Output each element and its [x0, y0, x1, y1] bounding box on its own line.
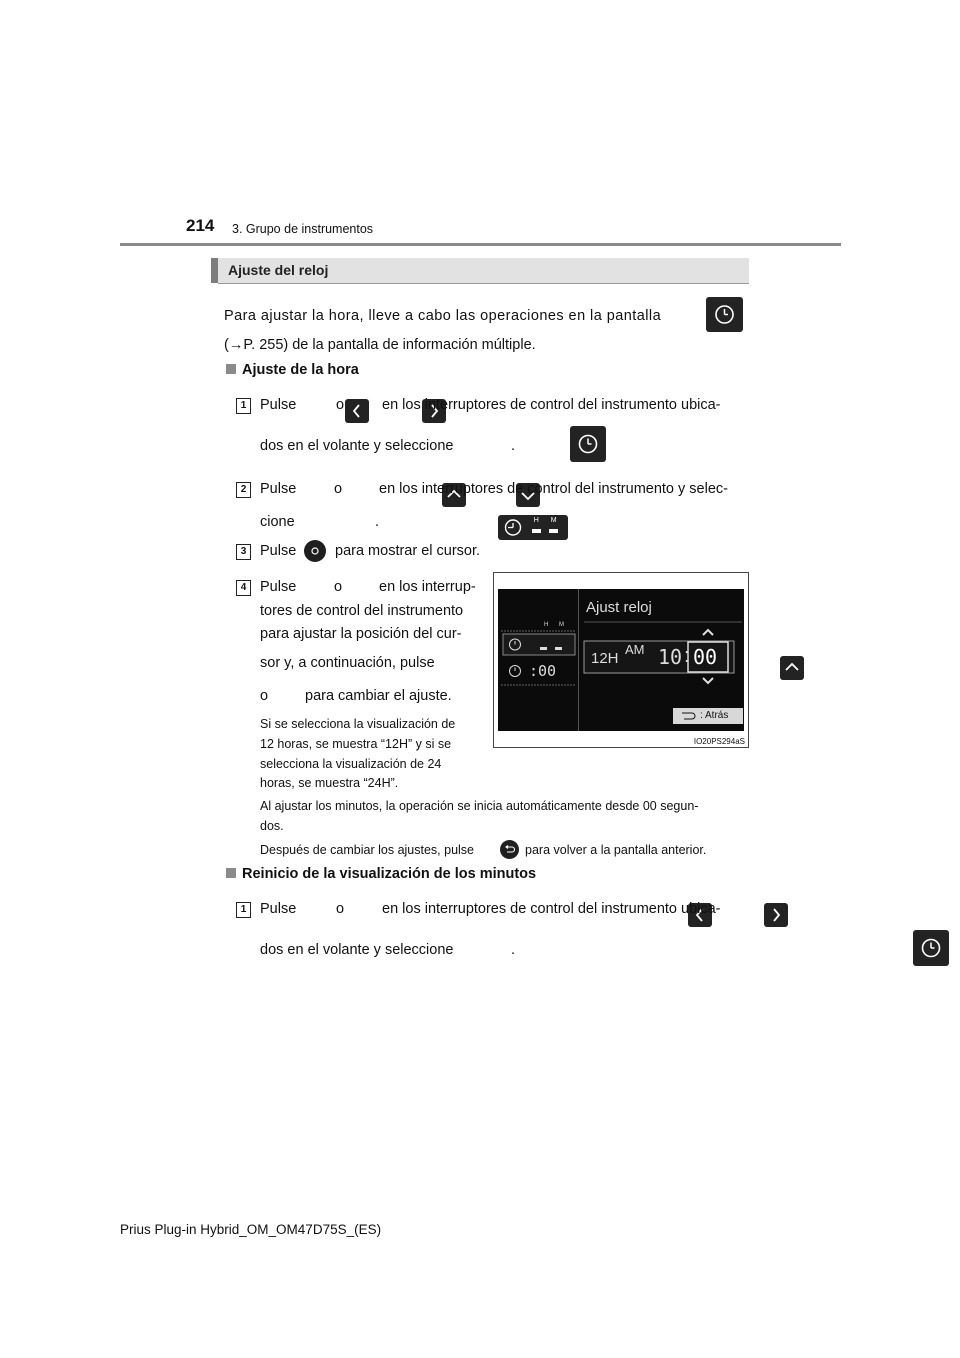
sub2-step1-pulse: Pulse [260, 901, 297, 917]
header-rule [120, 243, 841, 246]
step2-pulse: Pulse [260, 481, 297, 497]
step1-line2: dos en el volante y seleccione [260, 438, 454, 454]
section-header [211, 258, 749, 283]
screen-ampm: AM [625, 642, 645, 657]
h-label: H [533, 516, 539, 524]
note-line: Después de cambiar los ajustes, pulse [260, 843, 475, 857]
clock-hm-setting-icon [498, 515, 568, 540]
clock-screen-illustration [493, 572, 749, 748]
step4-line5-rest: para cambiar el ajuste. [305, 688, 452, 704]
step-number: 3 [236, 544, 251, 560]
step-number: 4 [236, 580, 251, 596]
footer-text: Prius Plug-in Hybrid_OM_OM47D75S_(ES) [120, 1222, 382, 1237]
step4-line5-or: o [260, 688, 269, 704]
ok-button-icon [304, 540, 326, 562]
step2-rest: en los interruptores de control del instrumento y selec- [379, 481, 728, 497]
screen-m-label: M [559, 622, 564, 628]
sub2-step1-end: . [511, 942, 516, 958]
sub2-step1-line2: dos en el volante y seleccione [260, 942, 454, 958]
note-line: dos. [260, 819, 284, 833]
step4-or: o [334, 579, 343, 595]
step1-end: . [511, 438, 516, 454]
step3-pulse: Pulse [260, 543, 297, 559]
clock-settings-icon [570, 426, 606, 462]
step4-rest1: en los interrup- [379, 579, 476, 595]
screen-minute-left: :00 [529, 662, 557, 680]
display-screen [498, 589, 744, 731]
step3-rest: para mostrar el cursor. [335, 543, 481, 559]
left-arrow-icon [345, 399, 369, 423]
screen-colon: : [684, 645, 690, 667]
screen-h-label: H [544, 622, 549, 628]
subheading-minutes-text: Reinicio de la visualización de los minutos [242, 866, 537, 882]
step-number: 2 [236, 482, 251, 498]
screen-format: 12H [591, 650, 619, 667]
step-number: 1 [236, 398, 251, 414]
step1-rest: en los interruptores de control del instrumento ubica- [382, 397, 721, 413]
note-line: para volver a la pantalla anterior. [525, 843, 707, 857]
note-line: Si se selecciona la visualización de [260, 717, 456, 731]
step-number: 1 [236, 902, 251, 918]
back-button-icon [500, 840, 519, 859]
note-line: horas, se muestra “24H”. [260, 776, 399, 790]
right-arrow-icon [764, 903, 788, 927]
step1-or: o [336, 397, 345, 413]
intro-text: Para ajustar la hora, lleve a cabo las operaciones en la pantalla [224, 308, 662, 324]
step4-line4: sor y, a continuación, pulse [260, 655, 435, 671]
sub2-step1-rest: en los interruptores de control del instrumento ubica- [382, 901, 721, 917]
subheading-time-text: Ajuste de la hora [242, 362, 359, 378]
page-number: 214 [186, 216, 215, 235]
intro-line-1 [224, 308, 661, 324]
clock-settings-icon [913, 930, 949, 966]
screen-minute: 00 [693, 645, 718, 669]
screen-back-label: : Atrás [700, 710, 729, 721]
screen-hour: 10 [658, 645, 683, 669]
step4-pulse: Pulse [260, 579, 297, 595]
step2-line2: cione [260, 514, 295, 530]
section-title: Ajuste del reloj [228, 262, 329, 278]
subheading-time [226, 362, 359, 378]
step2-end: . [375, 514, 380, 530]
sub2-step1-or: o [336, 901, 345, 917]
bullet-square [226, 364, 236, 374]
m-label: M [550, 516, 557, 524]
up-arrow-icon [780, 656, 804, 680]
step2-or: o [334, 481, 343, 497]
subheading-minutes [226, 866, 536, 882]
step1-pulse: Pulse [260, 397, 297, 413]
step4-line3: para ajustar la posición del cur- [260, 626, 462, 642]
step4-line2: tores de control del instrumento [260, 603, 464, 619]
figure-id: IO20PS294aS [693, 737, 745, 746]
note-line: Al ajustar los minutos, la operación se inicia automáticamente desde 00 segun- [260, 799, 699, 813]
clock-settings-icon [706, 297, 743, 332]
bullet-square [226, 868, 236, 878]
note-line: 12 horas, se muestra “12H” y si se [260, 737, 452, 751]
note-line: selecciona la visualización de 24 [260, 757, 442, 771]
chapter-title: 3. Grupo de instrumentos [232, 222, 374, 236]
intro-line-2: (→P. 255) de la pantalla de información múltiple. [224, 337, 536, 353]
screen-title: Ajust reloj [586, 599, 652, 616]
